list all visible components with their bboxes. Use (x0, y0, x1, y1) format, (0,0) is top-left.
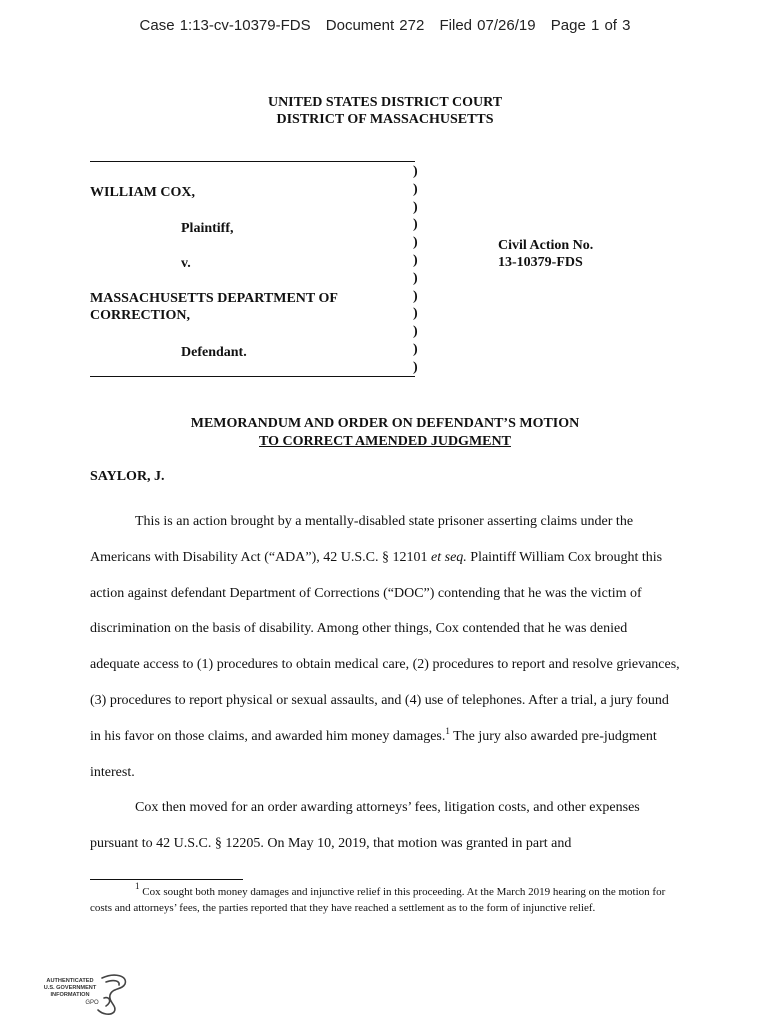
p1-text-b: Plaintiff William Cox brought this action against defendant Department of Corrections (“DOC”) contending that he was the victim of discrimination on the basis of disability. Among other things, Cox contended that he was denied adequate access to (1) procedures to obtain medical care, (2) procedures to report and resolve grievances, (3) procedures to report physical or sexual assaults, and (4) use of telephones. After a trial, a jury found in his favor on those claims, and awarded him money damages. (90, 549, 680, 744)
court-district: DISTRICT OF MASSACHUSETTS (276, 112, 494, 127)
case-header-stamp (0, 17, 770, 34)
caption-parentheses (413, 163, 418, 377)
judge-name: SAYLOR, J. (90, 469, 165, 484)
civil-action-label: Civil Action No. (498, 238, 594, 253)
gpo-line1: AUTHENTICATED (46, 978, 94, 984)
filed-date: Filed 07/26/19 (439, 17, 536, 34)
title-line1: MEMORANDUM AND ORDER ON DEFENDANT’S MOTION (190, 416, 580, 431)
plaintiff-name: WILLIAM COX, (90, 185, 196, 200)
title-line2: TO CORRECT AMENDED JUDGMENT (259, 434, 511, 449)
defendant-name-line2: CORRECTION, (90, 308, 190, 323)
caption-bottom-rule (90, 376, 415, 377)
paren: ) (413, 270, 418, 286)
paren: ) (413, 359, 418, 375)
paren: ) (413, 341, 418, 357)
paren: ) (413, 164, 418, 179)
paren: ) (413, 288, 418, 304)
court-name: UNITED STATES DISTRICT COURT (267, 95, 503, 110)
paren: ) (413, 235, 418, 251)
p1-text-a: This is an action brought by a mentally-disabled state prisoner asserting claims under the Americans with Disability Act (“ADA”), 42 U.S.C. § 12101 (90, 514, 634, 565)
versus: v. (181, 256, 191, 271)
paren: ) (413, 324, 418, 340)
court-heading (0, 94, 770, 128)
paren: ) (413, 181, 418, 197)
defendant-name-line1: MASSACHUSETTS DEPARTMENT OF (90, 291, 338, 306)
p1-italic: et seq. (431, 549, 467, 565)
paren: ) (413, 252, 418, 268)
p1-text-c: The jury also awarded pre-judgment interest. (90, 728, 657, 780)
plaintiff-role: Plaintiff, (181, 221, 234, 236)
footnote (90, 881, 680, 916)
defendant-role: Defendant. (181, 345, 247, 360)
paragraph-1 (90, 504, 680, 790)
footnote-rule (90, 879, 243, 880)
footnote-number: 1 (135, 881, 140, 891)
civil-action-block (498, 237, 593, 271)
defendant-name (90, 290, 338, 324)
document-title (0, 415, 770, 451)
footnote-reference[interactable]: 1 (445, 725, 450, 736)
case-number: Case 1:13-cv-10379-FDS (139, 17, 311, 34)
p2-text: Cox then moved for an order awarding attorneys’ fees, litigation costs, and other expenses pursuant to 42 U.S.C. § 12205. On May 10, 2019, that motion was granted in part and (90, 800, 640, 852)
paren: ) (413, 199, 418, 215)
civil-action-number: 13-10379-FDS (498, 255, 583, 270)
caption-top-rule (90, 161, 415, 162)
body-text (90, 504, 680, 862)
footnote-text: Cox sought both money damages and injunctive relief in this proceeding. At the March 2019 hearing on the motion for costs and attorneys’ fees, the parties reported that they have reached a settlement as to the form of injunctive relief. (90, 886, 666, 914)
gpo-line2: U.S. GOVERNMENT (43, 985, 97, 991)
eagle-icon (98, 975, 125, 1014)
gpo-line3: INFORMATION (50, 992, 90, 998)
gpo-line4: GPO (85, 1000, 99, 1006)
page-number: Page 1 of 3 (550, 17, 631, 34)
paragraph-2 (90, 790, 680, 862)
paren: ) (413, 217, 418, 233)
gpo-authentication-logo (40, 970, 140, 1020)
paren: ) (413, 306, 418, 322)
document-number: Document 272 (325, 17, 425, 34)
